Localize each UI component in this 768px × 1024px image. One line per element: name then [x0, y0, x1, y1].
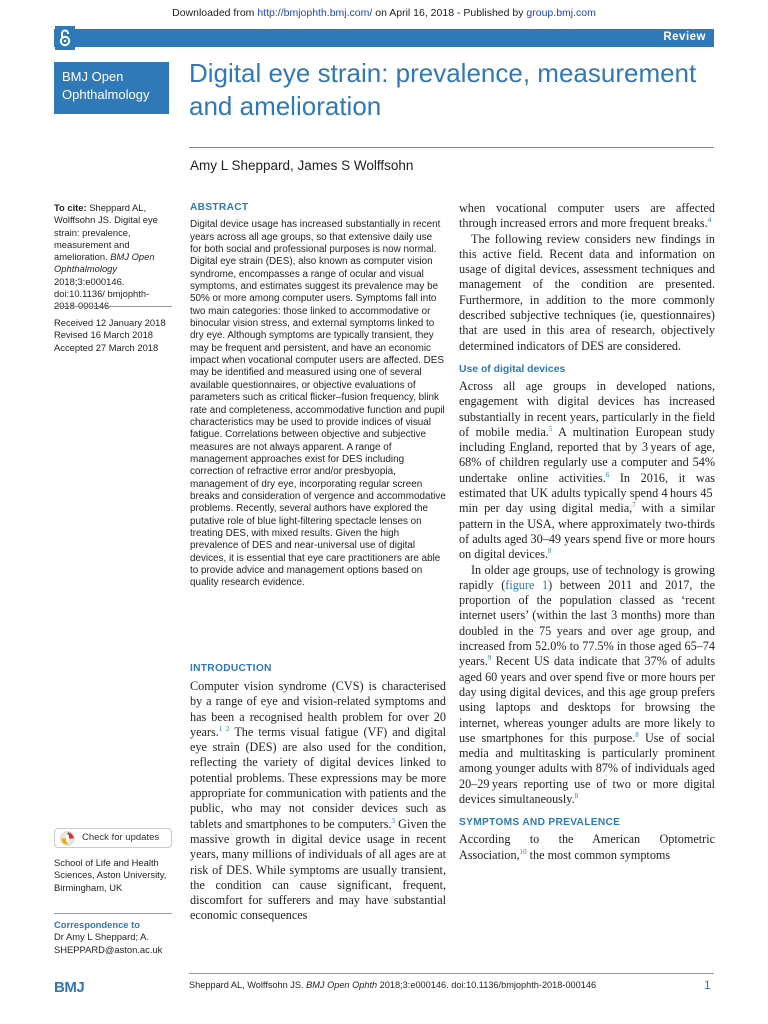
site-link[interactable]: http://bmjophth.bmj.com/: [257, 7, 373, 19]
bmj-logo: BMJ: [54, 979, 85, 996]
reference-link[interactable]: 1 2: [218, 724, 230, 733]
reference-link[interactable]: 8: [635, 730, 639, 739]
section-label: Review: [663, 31, 706, 43]
right-column: [459, 201, 715, 863]
sidebar-divider: [54, 306, 172, 307]
reference-link[interactable]: 8: [574, 791, 579, 800]
introduction-section: [190, 663, 446, 924]
article-dates: [54, 317, 172, 354]
abstract-text: Digital device usage has increased substantially in recent years across all age groups, so that extensive daily use for both social and professional purposes is now normal. Digital eye strain (DES), also known as computer vision syndrome, encompasses a range of ocular and visual symptoms, and estimates suggest its prevalence may be 50% or more among computer users. Symptoms fall into two main categories: those linked to accommodative or binocular vision stress, and external symptoms linked to dry eye. Although symptoms are typically transient, they may be frequent and persistent, and have an economic impact when vocational computer users are affected. DES may be identified and measured using one of several available questionnaires, or objective evaluations of parameters such as critical flicker–fusion frequency, blink rate and completeness, accommodative function and pupil characteristics may be used to provide indices of visual fatigue. Correlations between objective and subjective measures are not always apparent. A range of management approaches exist for DES including correction of refractive error and/or presbyopia, management of dry eye, incorporating regular screen breaks and consideration of vergence and accommodative problems. Recently, several authors have explored the putative role of blue light-filtering spectacle lenses on treating DES, with mixed results. Given the high prevalence of DES and near-universal use of digital devices, it is essential that eye care practitioners are able to provide advice and management options based on quality research evidence.: [190, 219, 446, 589]
check-for-updates-button[interactable]: Check for updates: [54, 828, 172, 848]
page-number: 1: [704, 978, 711, 992]
reference-link[interactable]: 9: [487, 654, 492, 663]
header-bar: [54, 29, 714, 47]
revised-date: Revised 16 March 2018: [54, 329, 154, 341]
introduction-heading: INTRODUCTION: [190, 663, 272, 674]
body-paragraph: In older age groups, use of technology is growing rapidly (figure 1) between 2011 and 2017, the proportion of the population classed as ‘recent internet users’ (within the last 3 months) more than doubled in the 75 years and over age group, and increased from 52.0% to 77.5% in those aged 65–74 years.$^9$ Recent US data indicate that 37% of adults aged 60 years and over spend five or more hours per day using digital devices, and this age group prefers using laptops and desktops for browsing the internet, whereas younger adults are more likely to use smartphones for this purpose.$^8$ Use of social media and multitasking is particularly prominent among younger adults with 87% of individuals aged 20–29 years reporting use of two or more digital devices simultaneously.$^8$: [459, 562, 715, 806]
open-access-icon: [55, 26, 75, 50]
author-list: Amy L Sheppard, James S Wolffsohn: [190, 158, 414, 173]
publisher-link[interactable]: group.bmj.com: [526, 7, 596, 19]
reference-link[interactable]: 4: [707, 216, 712, 225]
reference-link[interactable]: 5: [548, 424, 553, 433]
correspondence-name: Dr Amy L Sheppard; A.: [54, 931, 150, 943]
body-paragraph: According to the American Optometric Association,$^{10}$ the most common symptoms: [459, 832, 715, 862]
received-date: Received 12 January 2018: [54, 317, 166, 328]
reference-link[interactable]: 6: [605, 470, 610, 479]
abstract: [190, 202, 446, 590]
affiliation: School of Life and Health Sciences, Aston University, Birmingham, UK: [54, 857, 167, 893]
reference-link[interactable]: 8: [548, 547, 552, 556]
journal-logo: BMJ Open Ophthalmology: [54, 62, 169, 114]
reference-link[interactable]: 7: [632, 501, 636, 510]
reference-link[interactable]: 10: [519, 847, 527, 856]
sidebar-divider-2: [54, 913, 172, 914]
accepted-date: Accepted 27 March 2018: [54, 341, 159, 353]
introduction-paragraph: Computer vision syndrome (CVS) is characterised by a range of eye and vision-related symptoms and has been a recognised health problem for over 20 years.$^{1 2}$ The terms visual fatigue (VF) and digital eye strain (DES) are also used for the condition, reflecting the variety of digital devices linked to potential problems. These expressions may be more appropriate for communication with patients and the public, who may not consider devices such as tablets and smartphones to be computers.$^3$ Given the massive growth in digital device usage in recent years, many millions of individuals of all ages are at risk of DES. While symptoms are usually transient, the condition can cause significant, frequent, discomfort for sufferers and may have substantial economic consequences: [190, 679, 446, 923]
download-notice: Downloaded from http://bmjophth.bmj.com/ on April 16, 2018 - Published by group.bmj.com: [172, 7, 596, 19]
body-paragraph: The following review considers new findings in this active field. Recent data and information on usage of digital devices, assessment techniques and management of the condition are presented. Furthermore, in addition to the more commonly described subjective techniques (ie, questionnaires) that are used in this area of research, objectively determined indicators of DES are considered.: [459, 231, 715, 353]
body-paragraph: Across all age groups in developed nations, engagement with digital devices has increased substantially in recent years, particularly in the field of mobile media.$^5$ A multination European study including England, reported that by 3 years of age, 68% of children regularly use a computer and 54% undertake online activities.$^6$ In 2016, it was estimated that UK adults typically spend 4 hours 45 min per day using digital media,$^7$ with a similar pattern in the USA, where approximately two-thirds of adults aged 30–49 years spend five or more hours on digital devices.$^8$: [459, 378, 715, 562]
crossmark-icon: [60, 831, 75, 846]
correspondence-block: [54, 919, 172, 956]
citation-block: To cite: Sheppard AL, Wolffsohn JS. Digital eye strain: prevalence, measurement and amelioration. BMJ Open Ophthalmology 2018;3:e000146. doi:10.1136/ bmjophth-2018-000146: [54, 202, 158, 312]
correspondence-email[interactable]: SHEPPARD@aston.ac.uk: [54, 943, 163, 955]
abstract-heading: ABSTRACT: [190, 202, 249, 213]
symptoms-heading: SYMPTOMS AND PREVALENCE: [459, 817, 621, 829]
usage-heading: Use of digital devices: [459, 363, 566, 375]
title-divider: [189, 147, 714, 148]
figure-link[interactable]: figure 1: [505, 577, 549, 592]
footer-citation: Sheppard AL, Wolffsohn JS. BMJ Open Ophth 2018;3:e000146. doi:10.1136/bmjophth-2018-000146: [189, 980, 597, 990]
body-paragraph: when vocational computer users are affected through increased errors and more frequent breaks.$^4$: [459, 201, 715, 231]
reference-link[interactable]: 3: [391, 816, 396, 825]
correspondence-label: Correspondence to: [54, 919, 140, 930]
footer-divider: [189, 973, 714, 974]
article-title: Digital eye strain: prevalence, measurement and amelioration: [189, 58, 697, 121]
